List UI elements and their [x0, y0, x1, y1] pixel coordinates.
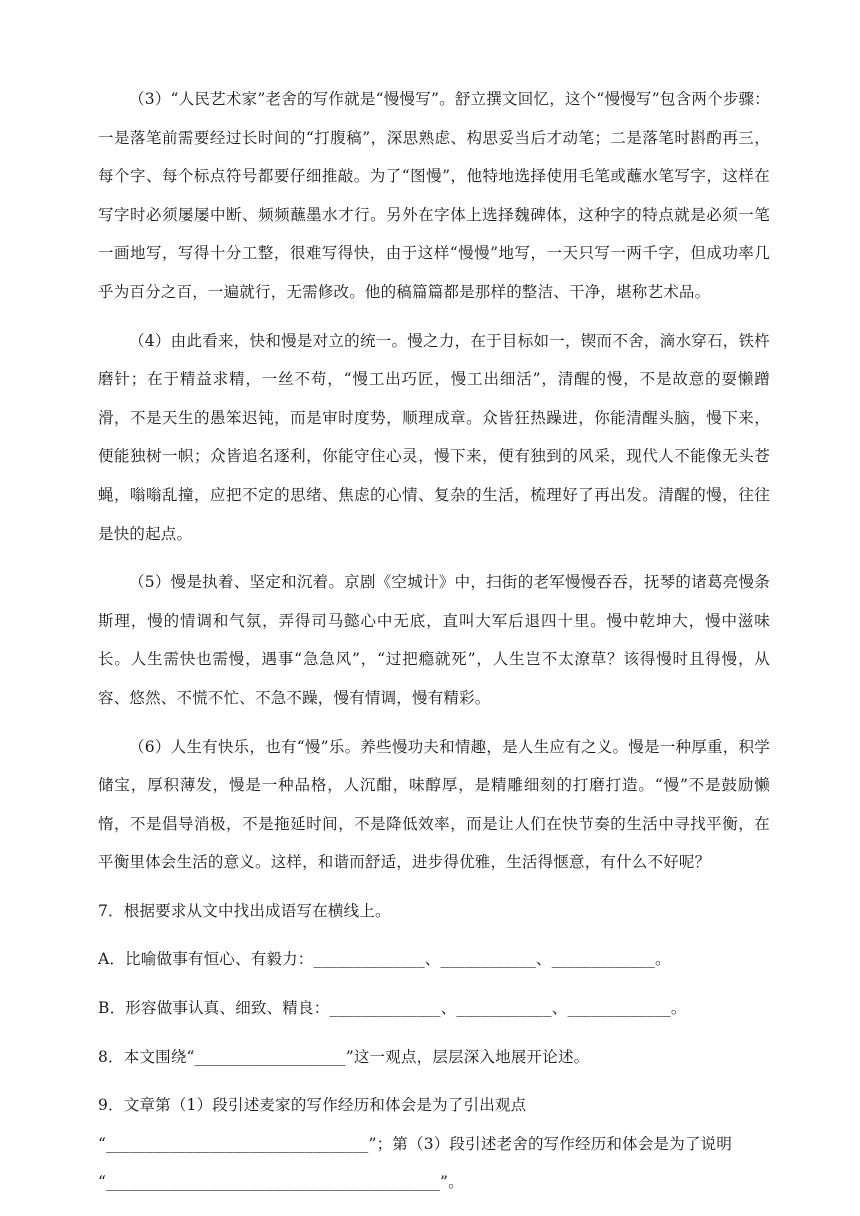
paragraph-5: （5）慢是执着、坚定和沉着。京剧《空城计》中，扫街的老军慢慢吞吞，抚琴的诸葛亮慢条斯理，慢的情调和气氛，弄得司马懿心中无底，直叫大军后退四十里。慢中乾坤大，慢中滋味长。人生需快也需慢，遇事“急急风”，“过把瘾就死”，人生岂不太潦草？该得慢时且得慢，从容、悠然、不慌不忙、不急不躁，慢有情调，慢有精彩。	[98, 573, 770, 707]
question-7: 7．根据要求从文中找出成语写在横线上。	[98, 901, 391, 920]
paragraph-6: （6）人生有快乐，也有“慢”乐。养些慢功夫和情趣，是人生应有之义。慢是一种厚重，积学储宝，厚积薄发，慢是一种品格，人沉酣，味醇厚，是精雕细刻的打磨打造。“慢”不是鼓励懒惰，不是倡导消极，不是拖延时间，不是降低效率，而是让人们在快节奏的生活中寻找平衡，在平衡里体会生活的意义。这样，和谐而舒适，进步得优雅，生活得惬意，有什么不好呢？	[98, 737, 770, 872]
question-8: 8．本文围绕“___________________”这一观点，层层深入地展开论述。	[98, 1047, 590, 1066]
question-7b: B．形容做事认真、细致、精良：______________、____________、_____________。	[98, 999, 687, 1018]
paragraph-4: （4）由此看来，快和慢是对立的统一。慢之力，在于目标如一，锲而不舍，滴水穿石，铁杵磨针；在于精益求精，一丝不苟，“慢工出巧匠，慢工出细活”，清醒的慢，不是故意的耍懒蹭滑，不是天生的愚笨迟钝，而是审时度势，顺理成章。众皆狂热躁进，你能清醒头脑，慢下来，便能独树一帜；众皆追名逐利，你能守住心灵，慢下来，便有独到的风采，现代人不能像无头苍蝇，嗡嗡乱撞，应把不定的思绪、焦虑的心情、复杂的生活，梳理好了再出发。清醒的慢，往往是快的起点。	[98, 331, 770, 543]
question-7a: A．比喻做事有恒心、有毅力：______________、____________、_____________。	[98, 950, 671, 969]
question-9: 9．文章第（1）段引述麦家的写作经历和体会是为了引出观点	[98, 1096, 527, 1115]
paragraph-3: （3）“人民艺术家”老舍的写作就是“慢慢写”。舒立撰文回忆，这个“慢慢写”包含两个步骤：一是落笔前需要经过长时间的“打腹稿”，深思熟虑、构思妥当后才动笔；二是落笔时斟酌再三，每个字、每个标点符号都要仔细推敲。为了“图慢”，他特地选择使用毛笔或蘸水笔写字，这样在写字时必须屡屡中断、频频蘸墨水才行。另外在字体上选择魏碑体，这种字的特点就是必须一笔一画地写，写得十分工整，很难写得快，由于这样“慢慢”地写，一天只写一两千字，但成功率几乎为百分之百，一遍就行，无需修改。他的稿篇篇都是那样的整洁、干净，堪称艺术品。	[98, 90, 770, 301]
question-9-line-3: “__________________________________________”。	[98, 1173, 464, 1192]
question-9-line-2: “_________________________________”；第（3）段引述老舍的写作经历和体会是为了说明	[98, 1134, 733, 1153]
document-page	[98, 80, 770, 1202]
